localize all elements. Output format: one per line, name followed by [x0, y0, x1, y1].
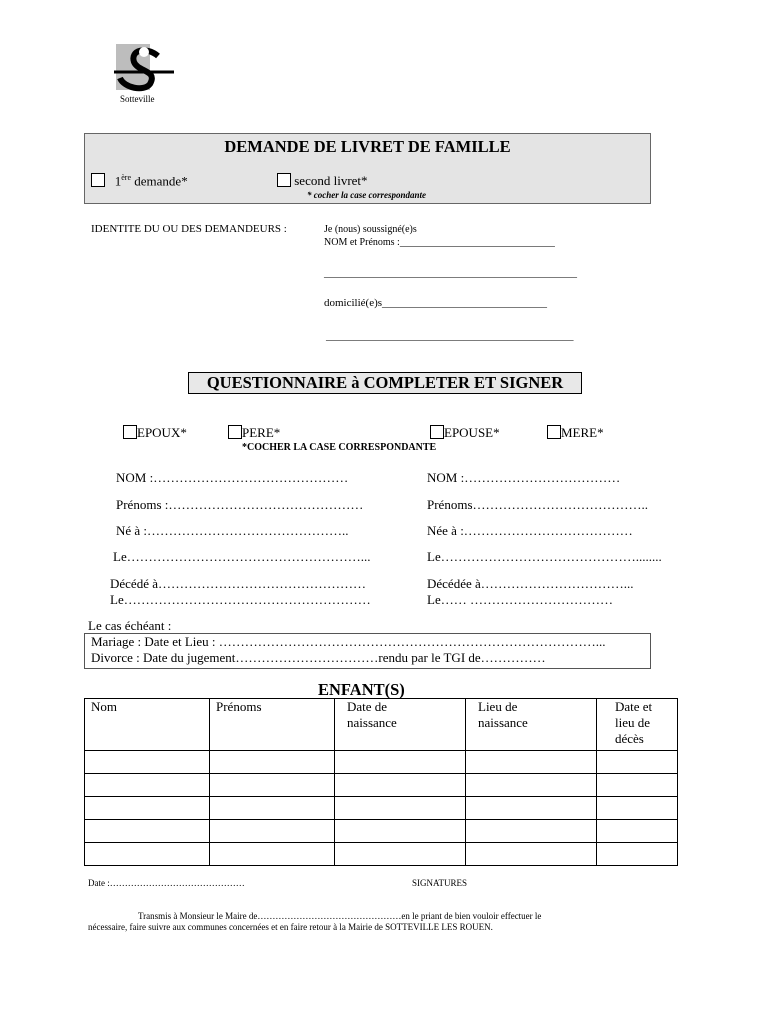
epoux-checkbox[interactable] [123, 425, 137, 439]
divorce-field[interactable]: Divorce : Date du jugement……………………………rendu par le TGI de…………… [91, 650, 546, 665]
children-table [84, 698, 678, 866]
table-row [85, 843, 678, 866]
header-note: * cocher la case correspondante [307, 190, 426, 200]
transmis-line2: nécessaire, faire suivre aux communes concernées et en faire retour à la Mairie de SOTTEVILLE LES ROUEN. [88, 922, 493, 932]
table-cell[interactable] [335, 843, 466, 866]
table-cell[interactable] [85, 774, 210, 797]
table-cell[interactable] [85, 751, 210, 774]
logo-s-icon [112, 42, 176, 94]
identity-address-field[interactable]: domicilié(e)s______________________________ [324, 297, 548, 309]
identity-address-field-2[interactable]: _____________________________________________ [326, 330, 574, 342]
table-cell[interactable] [335, 820, 466, 843]
table-cell[interactable] [210, 843, 335, 866]
left-decede-le-field[interactable]: Le………………………………………………… [110, 592, 371, 607]
table-row [85, 751, 678, 774]
table-cell[interactable] [335, 774, 466, 797]
header-deces: Date et lieu de décès [597, 699, 678, 751]
table-cell[interactable] [335, 797, 466, 820]
second-livret-option: second livret* [277, 173, 368, 189]
table-cell[interactable] [335, 751, 466, 774]
right-decedee-field[interactable]: Décédée à……………………………... [427, 576, 634, 591]
questionnaire-title: QUESTIONNAIRE à COMPLETER ET SIGNER [188, 372, 582, 394]
table-cell[interactable] [597, 774, 678, 797]
identity-label: IDENTITE DU OU DES DEMANDEURS : [91, 223, 287, 235]
table-cell[interactable] [466, 843, 597, 866]
table-cell[interactable] [466, 820, 597, 843]
option-epoux: EPOUX* [123, 425, 187, 441]
right-decedee-le-field[interactable]: Le…… …………………………… [427, 592, 613, 607]
left-decede-field[interactable]: Décédé à………………………………………… [110, 576, 366, 591]
questionnaire-note: *COCHER LA CASE CORRESPONDANTE [242, 442, 437, 453]
table-cell[interactable] [466, 774, 597, 797]
option-epouse: EPOUSE* [430, 425, 500, 441]
logo-text: Sotteville [120, 94, 155, 104]
table-cell[interactable] [466, 797, 597, 820]
marriage-label: Le cas échéant : [88, 618, 172, 633]
table-cell[interactable] [210, 751, 335, 774]
table-row [85, 797, 678, 820]
left-ne-field[interactable]: Né à :……………………………………….. [116, 523, 349, 538]
table-cell[interactable] [85, 820, 210, 843]
table-cell[interactable] [597, 820, 678, 843]
children-header-row [85, 699, 678, 751]
table-cell[interactable] [597, 751, 678, 774]
header-box [84, 133, 651, 204]
header-nom: Nom [85, 699, 210, 751]
marriage-box [84, 633, 651, 669]
table-cell[interactable] [85, 797, 210, 820]
city-logo [112, 42, 176, 120]
mariage-field[interactable]: Mariage : Date et Lieu : ……………………………………………………………………………... [91, 634, 606, 649]
option-pere: PERE* [228, 425, 280, 441]
identity-name-field-2[interactable]: ______________________________________________ [324, 267, 577, 279]
table-cell[interactable] [597, 843, 678, 866]
epouse-checkbox[interactable] [430, 425, 444, 439]
right-prenoms-field[interactable]: Prénoms………………………………….. [427, 497, 648, 512]
identity-line1: Je (nous) soussigné(e)s [324, 224, 417, 235]
mere-checkbox[interactable] [547, 425, 561, 439]
header-date-naissance: Date de naissance [335, 699, 466, 751]
first-demand-checkbox[interactable] [91, 173, 105, 187]
pere-checkbox[interactable] [228, 425, 242, 439]
left-prenoms-field[interactable]: Prénoms :……………………………………… [116, 497, 364, 512]
table-cell[interactable] [210, 820, 335, 843]
left-nom-field[interactable]: NOM :……………………………………… [116, 470, 349, 485]
right-nee-field[interactable]: Née à :………………………………… [427, 523, 633, 538]
table-cell[interactable] [85, 843, 210, 866]
header-prenoms: Prénoms [210, 699, 335, 751]
identity-name-field[interactable]: NOM et Prénoms :_______________________________ [324, 237, 555, 248]
table-cell[interactable] [466, 751, 597, 774]
children-title: ENFANT(S) [318, 680, 405, 699]
transmis-line1: Transmis à Monsieur le Maire de…………………………………………en le priant de bien vouloir effectuer le [138, 911, 542, 921]
date-field[interactable]: Date :……………………………………… [88, 878, 245, 888]
table-cell[interactable] [597, 797, 678, 820]
table-row [85, 774, 678, 797]
form-title: DEMANDE DE LIVRET DE FAMILLE [224, 137, 511, 156]
option-mere: MERE* [547, 425, 604, 441]
right-le-field[interactable]: Le………………………………………........ [427, 549, 662, 564]
header-lieu-naissance: Lieu de naissance [466, 699, 597, 751]
table-row [85, 820, 678, 843]
signatures-label: SIGNATURES [412, 878, 468, 888]
first-demand-option: 1ère demande* [91, 173, 188, 189]
table-cell[interactable] [210, 774, 335, 797]
table-cell[interactable] [210, 797, 335, 820]
right-nom-field[interactable]: NOM :……………………………… [427, 470, 621, 485]
second-livret-checkbox[interactable] [277, 173, 291, 187]
left-le-field[interactable]: Le………………………………………………... [113, 549, 371, 564]
